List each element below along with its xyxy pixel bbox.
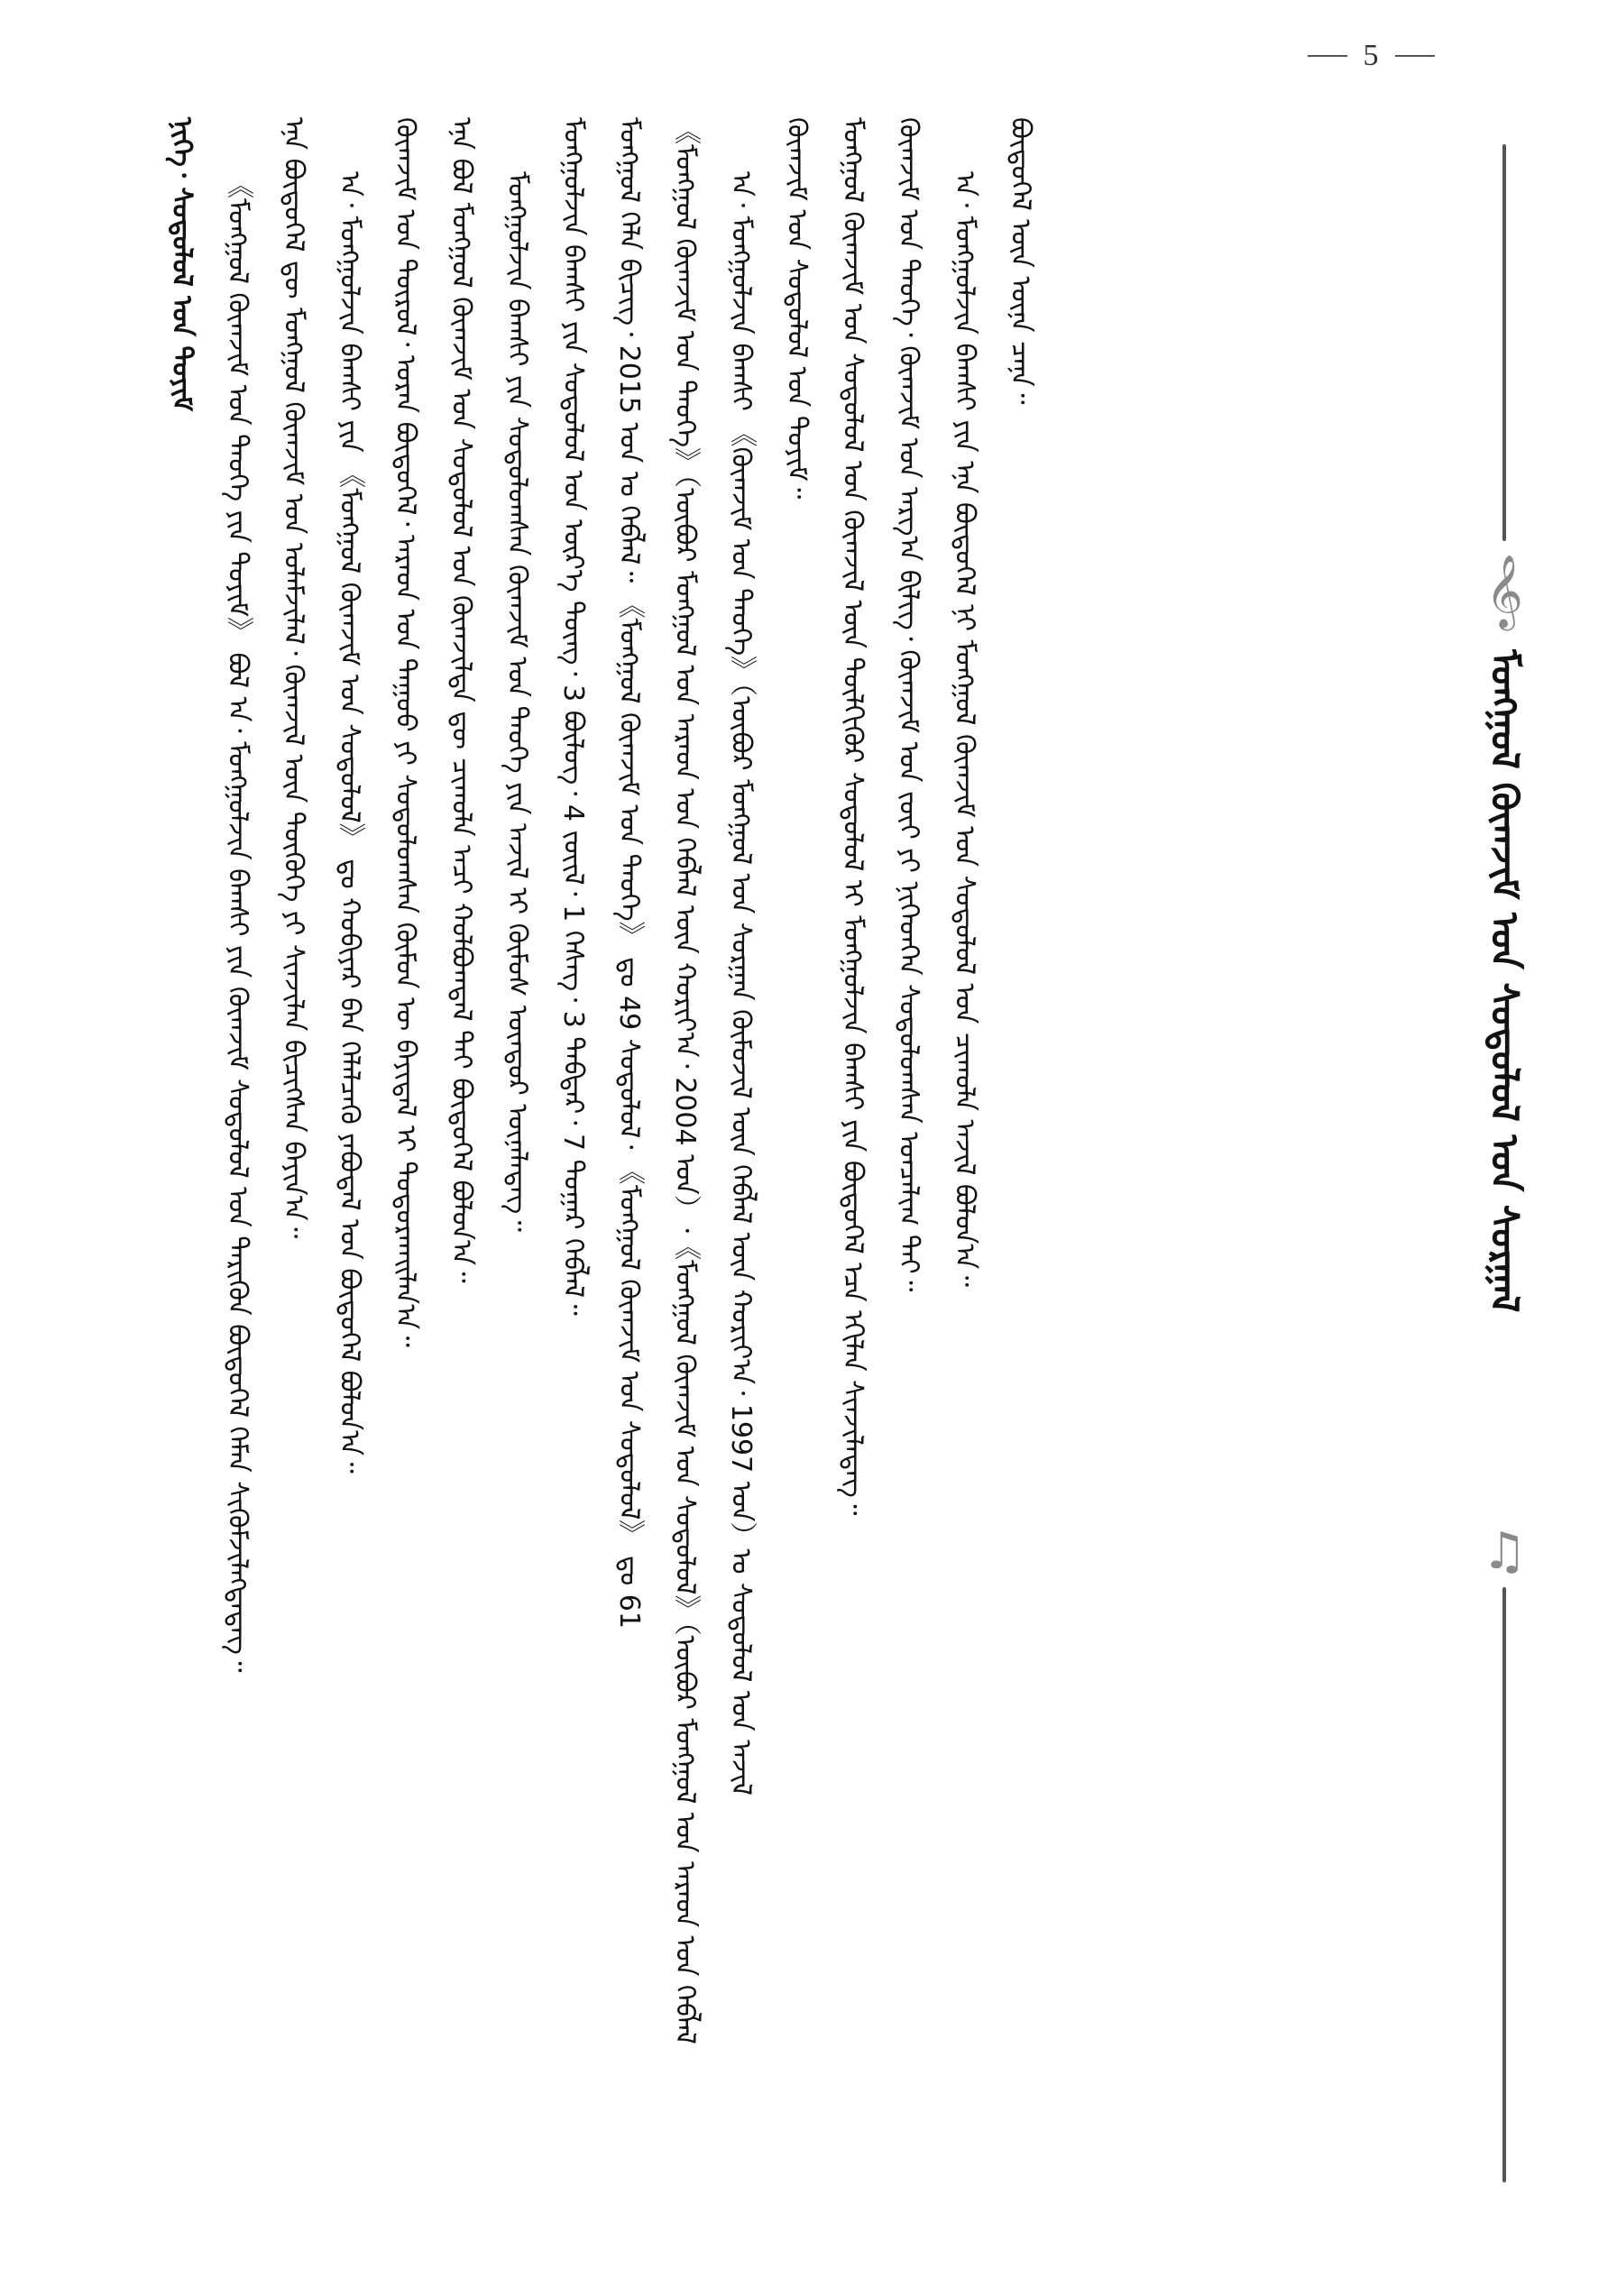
paragraph-15: ᠪᠦᠲᠦᠭᠡᠯ ᠦᠨ ᠦᠨᠡ ᠴᠡᠨᠡ᠃ — [1005, 117, 1036, 405]
paragraph-7: ᠮᠣᠩᠭᠣᠯᠵᠢᠨ ᠪᠠᠭᠰᠢ ᠶᠢᠨ ᠰᠤᠳᠤᠯᠤᠯ ᠤᠨ ᠦᠷ᠎ᠡ ᠳᠦᠩ᠂ 3 ᠪᠦᠯᠦᠭ᠂ 4 ᠵᠦᠢᠯ᠂ 1 ᠬᠡᠰᠡᠭ᠂ 3 ᠳᠡᠪᠲᠡᠷ᠂ 7 ᠳᠤᠭᠠᠷ ᠬᠡᠪᠯᠡᠯ᠃ — [557, 117, 589, 1316]
paragraph-1: 《ᠮᠣᠩᠭᠣᠯ ᠬᠥᠭ᠍ᠵᠢᠮ ᠤᠨ ᠲᠡᠦᠬᠡ ᠶᠢᠨ ᠲᠣᠶᠢᠮ》 ᠪᠣᠯ ᠠ᠂ ᠮᠣᠩᠭᠣᠯᠵᠢᠨ ᠪᠠᠭᠰᠢ ᠶᠢᠨ ᠬᠥᠭ᠍ᠵᠢᠮ ᠰᠤᠳᠤᠯᠤᠯ ᠤᠨ ᠲᠡᠷᠢᠭᠦᠨ ᠪᠦᠲᠦᠭᠡᠯ ᠬᠡᠮᠡᠨ ᠰᠢᠭᠦᠮᠵᠢᠯᠡᠭᠳᠡᠳᠡᠭ᠃ — [222, 171, 253, 1673]
paragraph-5: ᠡᠨᠡ ᠪᠣᠯ ᠮᠣᠩᠭᠣᠯ ᠬᠥᠭ᠍ᠵᠢᠮ ᠤᠨ ᠰᠤᠳᠤᠯᠤᠯ ᠤᠨ ᠬᠥᠭ᠍ᠵᠢᠯᠲᠡ ᠳᠦ ᠴᠢᠬᠤᠯᠠ ᠠᠴᠢ ᠬᠣᠯᠪᠣᠭᠳᠠᠯ ᠲᠠᠢ ᠪᠦᠲᠦᠭᠡᠯ ᠪᠣᠯᠤᠨ᠎ᠠ᠃ — [446, 117, 477, 1283]
section-heading: ᠨᠢᠭᠡ᠂ ᠰᠤᠳᠤᠯᠤᠯ ᠤᠨ ᠲᠣᠶᠢᠮ — [166, 117, 198, 411]
page-number-left-dash — [1308, 55, 1347, 57]
treble-clef-icon: 𝄞 — [1485, 553, 1523, 628]
header-rule-bottom — [1502, 1587, 1506, 2182]
paragraph-13: ᠬᠥᠭ᠍ᠵᠢᠮ ᠤᠨ ᠲᠡᠦᠬᠡ᠂ ᠬᠥᠭ᠍ᠵᠢᠮ ᠤᠨ ᠠᠷᠭ᠎ᠠ ᠪᠢᠯᠢᠭ᠂ ᠬᠥᠭ᠍ᠵᠢᠮ ᠤᠨ ᠵᠦᠢ ᠶᠢ ᠨᠢᠭᠡᠳᠬᠡᠨ ᠰᠤᠳᠤᠯᠤᠭᠰᠠᠨ ᠣᠨᠴᠠᠯᠢᠭ ᠲᠠᠢ᠃ — [893, 117, 924, 1292]
page-number — [1272, 36, 1470, 76]
paragraph-8: ᠮᠣᠩᠭᠣᠯ ᠬᠡᠯᠡ ᠪᠢᠴᠢᠭ᠂ 2015 ᠣᠨ ᠤ ᠬᠡᠪᠯᠡᠯ᠃ 《ᠮᠣᠩᠭᠣᠯ ᠬᠥᠭ᠍ᠵᠢᠮ ᠤᠨ ᠲᠡᠦᠬᠡ》 ᠳᠤ 49 ᠰᠤᠳᠤᠯᠤᠯ᠂ 《ᠮᠣᠩᠭᠣᠯ ᠬᠥᠭ᠍ᠵᠢᠮ ᠤᠨ ᠰᠤᠳᠤᠯᠤᠯ》 ᠳᠤ 61 — [613, 117, 645, 1629]
paragraph-2: ᠡᠨᠡ ᠪᠦᠲᠦᠭᠡᠯ ᠳᠦ ᠮᠣᠩᠭᠣᠯ ᠬᠥᠭ᠍ᠵᠢᠮ ᠤᠨ ᠤᠯᠠᠮᠵᠢᠯᠠᠯ᠂ ᠬᠥᠭ᠍ᠵᠢᠯ ᠦᠨ ᠲᠦᠭᠦᠬᠡ ᠶᠢ ᠰᠢᠨᠵᠢᠯᠡᠨ ᠪᠢᠴᠢᠭᠰᠡᠨ ᠪᠠᠶᠢᠨ᠎ᠠ᠃ — [278, 117, 309, 1239]
paragraph-10: ᠠ᠂ ᠮᠣᠩᠭᠣᠯᠵᠢᠨ ᠪᠠᠭᠰᠢ 《ᠬᠥᠭ᠍ᠵᠢᠮ ᠤᠨ ᠲᠡᠦᠬᠡ》（ᠥᠪᠦᠷ ᠮᠣᠩᠭᠣᠯ ᠤᠨ ᠰᠤᠷᠭᠠᠨ ᠬᠦᠮᠦᠵᠢᠯ ᠦᠨ ᠬᠡᠪᠯᠡᠯ ᠦᠨ ᠬᠣᠷᠢᠶ᠎ᠠ᠂ 1997 ᠣᠨ）ᠤ ᠰᠤᠳᠤᠯᠤᠯ ᠤᠨ ᠠᠵᠢᠯ — [725, 171, 757, 1796]
paragraph-12: ᠮᠣᠩᠭᠣᠯ ᠬᠥᠭ᠍ᠵᠢᠮ ᠤᠨ ᠰᠤᠳᠤᠯᠤᠯ ᠤᠨ ᠬᠥᠭ᠍ᠵᠢᠯ ᠦᠨ ᠲᠦᠯᠬᠢᠭᠦᠷ ᠰᠤᠳᠤᠯᠤᠯ ᠢ ᠮᠣᠩᠭᠣᠯᠵᠢᠨ ᠪᠠᠭᠰᠢ ᠶᠢᠨ ᠪᠦᠲᠦᠭᠡᠯ ᠡᠴᠡ ᠡᠬᠢᠯᠡᠨ ᠰᠢᠨᠵᠢᠯᠡᠳᠡᠭ᠃ — [837, 117, 868, 1516]
paragraph-6: ᠮᠣᠩᠭᠣᠯᠵᠢᠨ ᠪᠠᠭᠰᠢ ᠶᠢᠨ ᠰᠤᠳᠤᠯᠤᠭᠰᠠᠨ ᠬᠥᠭ᠍ᠵᠢᠮ ᠤᠨ ᠲᠡᠦᠬᠡ ᠶᠢᠨ ᠠᠵᠢᠯ ᠢ ᠬᠦᠮᠦᠰ ᠦᠨᠳᠦᠷ ᠦᠨᠡᠯᠡᠳᠡᠭ᠃ — [501, 171, 533, 1232]
running-header-title: ᠮᠣᠩᠭᠣᠯ ᠬᠥᠭ᠍ᠵᠢᠮ ᠤᠨ ᠰᠤᠳᠤᠯᠤᠯ ᠤᠨ ᠰᠤᠷᠭᠠᠯ — [1483, 649, 1527, 1313]
header-rule-top — [1502, 144, 1506, 541]
paragraph-3: ᠠ᠂ ᠮᠣᠩᠭᠣᠯᠵᠢᠨ ᠪᠠᠭᠰᠢ ᠶᠢᠨ 《ᠮᠣᠩᠭᠣᠯ ᠬᠥᠭ᠍ᠵᠢᠮ ᠤᠨ ᠰᠤᠳᠤᠯᠤᠯ》 ᠳᠤ ᠬᠤᠪᠢᠶᠠᠷ ᠪᠠᠨ ᠬᠡᠯᠡᠯᠴᠡᠬᠦ ᠶᠠᠪᠤᠳᠠᠯ ᠤᠨ ᠪᠦᠲᠦᠭᠡᠯ ᠪᠣᠯᠤᠨ᠎ᠠ᠃ — [334, 171, 365, 1474]
paragraph-14: ᠠ᠂ ᠮᠣᠩᠭᠣᠯᠵᠢᠨ ᠪᠠᠭᠰᠢ ᠶᠢᠨ ᠡᠨᠡ ᠪᠦᠲᠦᠭᠡᠯ ᠨᠢ ᠮᠣᠩᠭᠣᠯ ᠬᠥᠭ᠍ᠵᠢᠮ ᠤᠨ ᠰᠤᠳᠤᠯᠤᠯ ᠤᠨ ᠴᠢᠬᠤᠯᠠ ᠠᠵᠢᠯ ᠪᠣᠯᠤᠨ᠎ᠠ᠃ — [949, 171, 980, 1287]
paragraph-11: ᠬᠥᠭ᠍ᠵᠢᠮ ᠤᠨ ᠰᠤᠳᠤᠯᠤᠯ ᠤᠨ ᠲᠣᠶᠢᠮ᠃ — [781, 117, 813, 500]
page-number-value: 5 — [1363, 39, 1379, 72]
running-header — [1468, 144, 1540, 2182]
music-notes-icon: ♫ — [1481, 1521, 1528, 1581]
paragraph-4: ᠬᠥᠭ᠍ᠵᠢᠮ ᠤᠨ ᠲᠥᠷᠥᠯ᠂ ᠤᠷᠠᠨ ᠪᠦᠲᠦᠭᠡᠯ᠂ ᠠᠷᠠᠳ ᠤᠨ ᠳᠠᠭᠤᠤ ᠶᠢ ᠰᠤᠳᠤᠯᠤᠭᠰᠠᠨ ᠬᠦᠮᠦᠨ ᠦ ᠪᠠᠶᠢᠳᠠᠯ ᠢ ᠲᠣᠳᠤᠷᠬᠠᠢᠯᠠᠨ᠎ᠠ᠃ — [390, 117, 421, 1347]
page-number-right-dash — [1395, 55, 1435, 57]
paragraph-9: 《ᠮᠣᠩᠭᠣᠯ ᠬᠥᠭ᠍ᠵᠢᠮ ᠤᠨ ᠲᠡᠦᠬᠡ》（ᠥᠪᠦᠷ ᠮᠣᠩᠭᠣᠯ ᠤᠨ ᠠᠷᠠᠳ ᠤᠨ ᠬᠡᠪᠯᠡᠯ ᠦᠨ ᠬᠣᠷᠢᠶ᠎ᠠ᠂ 2004 ᠣᠨ）᠂《ᠮᠣᠩᠭᠣᠯ ᠬᠥᠭ᠍ᠵᠢᠮ ᠤᠨ ᠰᠤᠳᠤᠯᠤᠯ》（ᠥᠪᠦᠷ ᠮᠣᠩᠭᠣᠯ ᠤᠨ ᠠᠷᠠᠳ ᠤᠨ ᠬᠡᠪᠯᠡᠯ — [669, 117, 701, 2044]
body-text — [153, 117, 1443, 2191]
